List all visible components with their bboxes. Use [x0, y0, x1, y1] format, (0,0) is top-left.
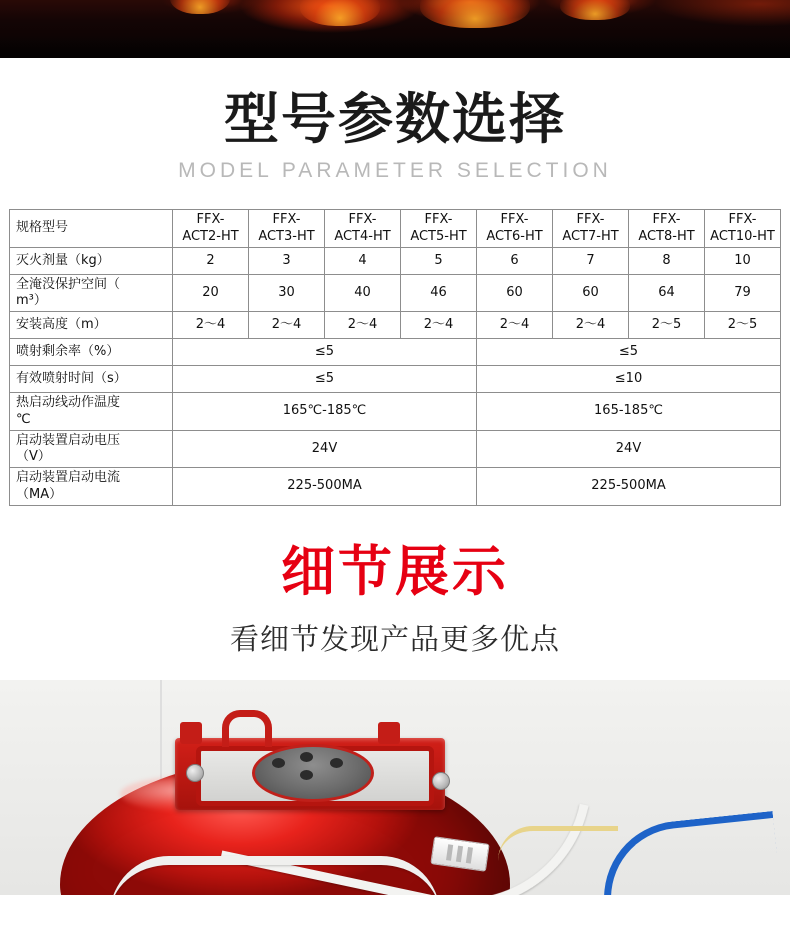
table-cell-merged: 165-185℃ [477, 393, 781, 431]
table-cell-merged: 165℃-185℃ [173, 393, 477, 431]
detail-title: 细节展示 [281, 539, 509, 603]
table-cell: 2～4 [249, 312, 325, 339]
row-label-model: 规格型号 [10, 210, 173, 248]
cell-line: 启动装置启动电压 [16, 432, 121, 448]
bracket-tab-right [378, 722, 400, 744]
table-cell [173, 210, 249, 248]
table-cell [249, 210, 325, 248]
cell-line: FFX- [424, 212, 453, 228]
table-cell-merged: ≤5 [173, 366, 477, 393]
table-cell: 79 [705, 274, 781, 312]
cell-line: ACT10-HT [710, 228, 775, 244]
cell-line: ACT3-HT [258, 228, 315, 244]
connector-pin [456, 846, 463, 863]
row-label-start-current [10, 468, 173, 506]
table-cell: 2～4 [401, 312, 477, 339]
cell-line: ℃ [16, 411, 31, 427]
banner-bottom-fade [0, 36, 790, 58]
detail-section-heading [0, 539, 790, 658]
spec-table [9, 209, 781, 506]
table-row [10, 468, 781, 506]
cell-line: ACT8-HT [638, 228, 695, 244]
table-cell-merged: 24V [173, 430, 477, 468]
cell-line: FFX- [500, 212, 529, 228]
cell-line: 启动装置启动电流 [16, 470, 121, 486]
page-subtitle-en: MODEL PARAMETER SELECTION [178, 159, 612, 183]
table-cell: 64 [629, 274, 705, 312]
row-label-install-height: 安装高度（m） [10, 312, 173, 339]
connector-pin [466, 847, 473, 864]
table-cell: 7 [553, 247, 629, 274]
cell-line: FFX- [348, 212, 377, 228]
table-cell: 3 [249, 247, 325, 274]
row-label-discharge-time: 有效喷射时间（s） [10, 366, 173, 393]
table-cell-merged: 225-500MA [477, 468, 781, 506]
row-label-start-voltage [10, 430, 173, 468]
cell-line: FFX- [728, 212, 757, 228]
table-cell: 2～5 [629, 312, 705, 339]
table-cell-merged: ≤10 [477, 366, 781, 393]
cell-line: 热启动线动作温度 [16, 395, 121, 411]
table-row [10, 312, 781, 339]
blue-wire [596, 811, 780, 895]
cell-line: FFX- [576, 212, 605, 228]
table-cell-merged: ≤5 [477, 339, 781, 366]
table-cell: 6 [477, 247, 553, 274]
table-cell: 46 [401, 274, 477, 312]
white-cable-lower [110, 856, 440, 895]
spec-table-wrapper [9, 209, 781, 506]
table-cell-merged: ≤5 [173, 339, 477, 366]
cell-line: m³） [16, 293, 47, 308]
table-row [10, 247, 781, 274]
table-row [10, 393, 781, 431]
connector-pin [446, 844, 453, 861]
table-cell: 2～4 [173, 312, 249, 339]
table-cell: 60 [553, 274, 629, 312]
table-cell: 2 [173, 247, 249, 274]
table-cell [553, 210, 629, 248]
row-label-residual-rate: 喷射剩余率（%） [10, 339, 173, 366]
table-cell: 10 [705, 247, 781, 274]
table-cell: 60 [477, 274, 553, 312]
cell-line: FFX- [652, 212, 681, 228]
table-cell: 2～4 [477, 312, 553, 339]
table-cell-merged: 225-500MA [173, 468, 477, 506]
table-cell: 2～4 [553, 312, 629, 339]
cell-line: 全淹没保护空间（ [16, 276, 121, 292]
table-cell: 2～4 [325, 312, 401, 339]
table-row [10, 210, 781, 248]
table-row [10, 274, 781, 312]
table-cell [705, 210, 781, 248]
cell-line: ACT5-HT [410, 228, 467, 244]
cell-line: FFX- [272, 212, 301, 228]
row-label-thermal-trigger-temp [10, 393, 173, 431]
table-row [10, 366, 781, 393]
table-cell: 4 [325, 247, 401, 274]
cell-line: ACT6-HT [486, 228, 543, 244]
table-cell: 8 [629, 247, 705, 274]
table-cell [401, 210, 477, 248]
cell-line: （V） [16, 449, 51, 464]
table-cell [477, 210, 553, 248]
row-label-protected-volume [10, 274, 173, 312]
table-cell: 2～5 [705, 312, 781, 339]
section-heading [0, 58, 790, 183]
cell-line: ACT2-HT [182, 228, 239, 244]
table-cell: 20 [173, 274, 249, 312]
bracket-tab-left [180, 722, 202, 744]
detail-subtitle: 看细节发现产品更多优点 [229, 622, 560, 657]
table-row [10, 339, 781, 366]
table-cell [629, 210, 705, 248]
cell-line: FFX- [196, 212, 225, 228]
table-cell: 30 [249, 274, 325, 312]
table-cell: 5 [401, 247, 477, 274]
cell-line: （MA） [16, 486, 63, 502]
row-label-agent-mass: 灭火剂量（kg） [10, 247, 173, 274]
cell-line: ACT7-HT [562, 228, 619, 244]
table-cell-merged: 24V [477, 430, 781, 468]
page-title: 型号参数选择 [223, 87, 566, 151]
table-row [10, 430, 781, 468]
table-cell [325, 210, 401, 248]
cell-line: ACT4-HT [334, 228, 391, 244]
yellow-wire [498, 826, 618, 861]
product-photo [0, 680, 790, 895]
table-cell: 40 [325, 274, 401, 312]
fire-flame-banner [0, 0, 790, 58]
